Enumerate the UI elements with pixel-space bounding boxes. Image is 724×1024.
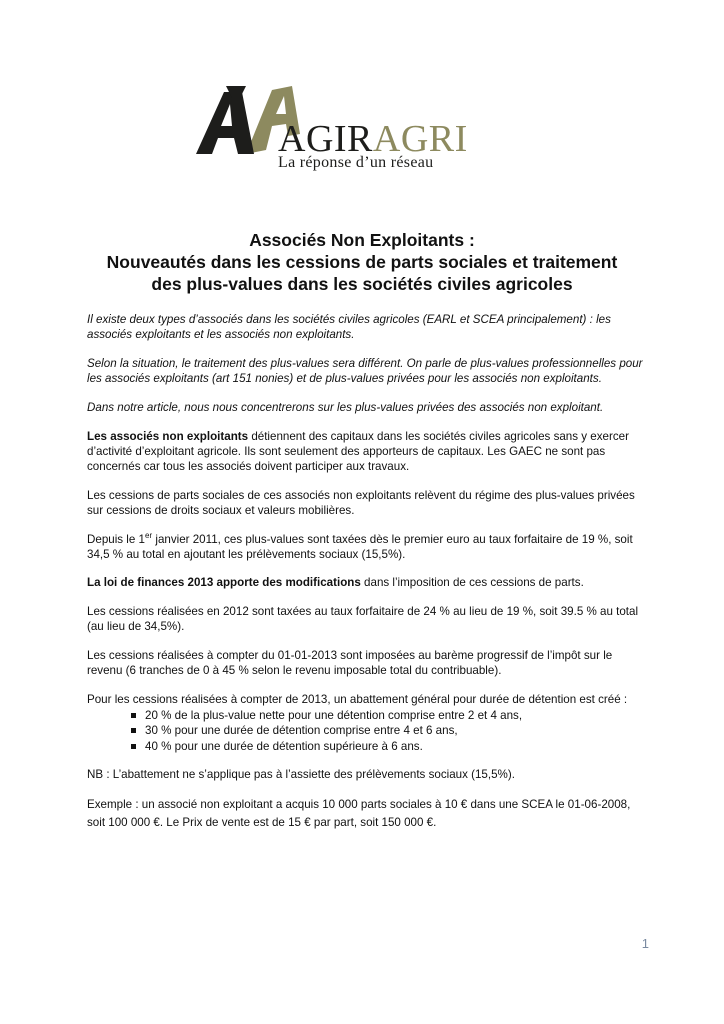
title-line-1: Associés Non Exploitants : [249,230,475,250]
agiragri-logo [196,84,476,176]
list-item: 20 % de la plus-value nette pour une détention comprise entre 2 et 4 ans, [131,708,647,723]
paragraph-cessions-2013: Les cessions réalisées à compter du 01-01-2013 sont imposées au barème progressif de l’impôt sur le revenu (6 tranches de 0 à 45 % selon le revenu imposable total du contribuable). [87,649,613,678]
paragraph-bold-lead: Les associés non exploitants [87,429,249,443]
brand-name-part1: AGIR [278,118,373,160]
superscript: er [145,530,153,540]
paragraph-text-after: janvier 2011, ces plus-values sont taxées dès le premier euro au taux forfaitaire de 19 %, soit 34,5 % au total en ajoutant les prélèvements sociaux (15,5%). [87,532,633,561]
brand-tagline: La réponse d’un réseau [278,154,434,171]
intro-paragraph-3: Dans notre article, nous nous concentrerons sur les plus-values privées des associés non exploitant. [87,400,604,414]
list-item: 40 % pour une durée de détention supérieure à 6 ans. [131,739,647,754]
paragraph-non-exploitants [87,429,647,475]
paragraph-nb: NB : L’abattement ne s’applique pas à l’assiette des prélèvements sociaux (15,5%). [87,768,515,782]
paragraph-loi-finances [87,575,647,590]
paragraph-text: dans l’imposition de ces cessions de parts. [360,576,584,590]
brand-name [278,120,468,158]
list-item: 30 % pour une durée de détention comprise entre 4 et 6 ans, [131,723,647,738]
page-number: 1 [641,936,649,951]
paragraph-cessions-2012: Les cessions réalisées en 2012 sont taxées au taux forfaitaire de 24 % au lieu de 19 %, soit 39.5 % au total (au lieu de 34,5%). [87,605,639,634]
paragraph-cessions-regime: Les cessions de parts sociales de ces associés non exploitants relèvent du régime des plus-values privées sur cessions de droits sociaux et valeurs mobilières. [87,488,635,517]
paragraph-bold-lead: La loi de finances 2013 apporte des modifications [87,576,361,590]
abattement-list [87,708,647,754]
document-title [60,229,664,295]
paragraph-exemple: Exemple : un associé non exploitant a acquis 10 000 parts sociales à 10 € dans une SCEA le 01-06-2008, soit 100 000 €. Le Prix de vente est de 15 € par part, soit 150 000 €. [87,797,631,829]
paragraph-taux-2011 [87,532,647,562]
paragraph-text: détiennent des capitaux dans les sociétés civiles agricoles sans y exercer d’activité d’exploitant agricole. Ils sont seulement des apporteurs de capitaux. Les GAEC ne sont pas concernés car tous les associés doivent participer aux travaux. [87,429,629,473]
intro-paragraph-1: Il existe deux types d’associés dans les sociétés civiles agricoles (EARL et SCEA principalement) : les associés exploitants et les associés non exploitants. [87,313,611,342]
paragraph-abattement: Pour les cessions réalisées à compter de 2013, un abattement général pour durée de détention est créé : [87,692,628,706]
title-line-3: des plus-values dans les sociétés civiles agricoles [151,274,573,294]
brand-name-part2: AGRI [372,118,468,160]
document-body [87,312,647,845]
intro-paragraph-2: Selon la situation, le traitement des plus-values sera différent. On parle de plus-values professionnelles pour les associés exploitants (art 151 nonies) et de plus-values privées pour les associés non exploitants. [87,356,643,386]
title-line-2: Nouveautés dans les cessions de parts sociales et traitement [106,252,618,272]
paragraph-text-before: Depuis le 1 [87,532,146,546]
